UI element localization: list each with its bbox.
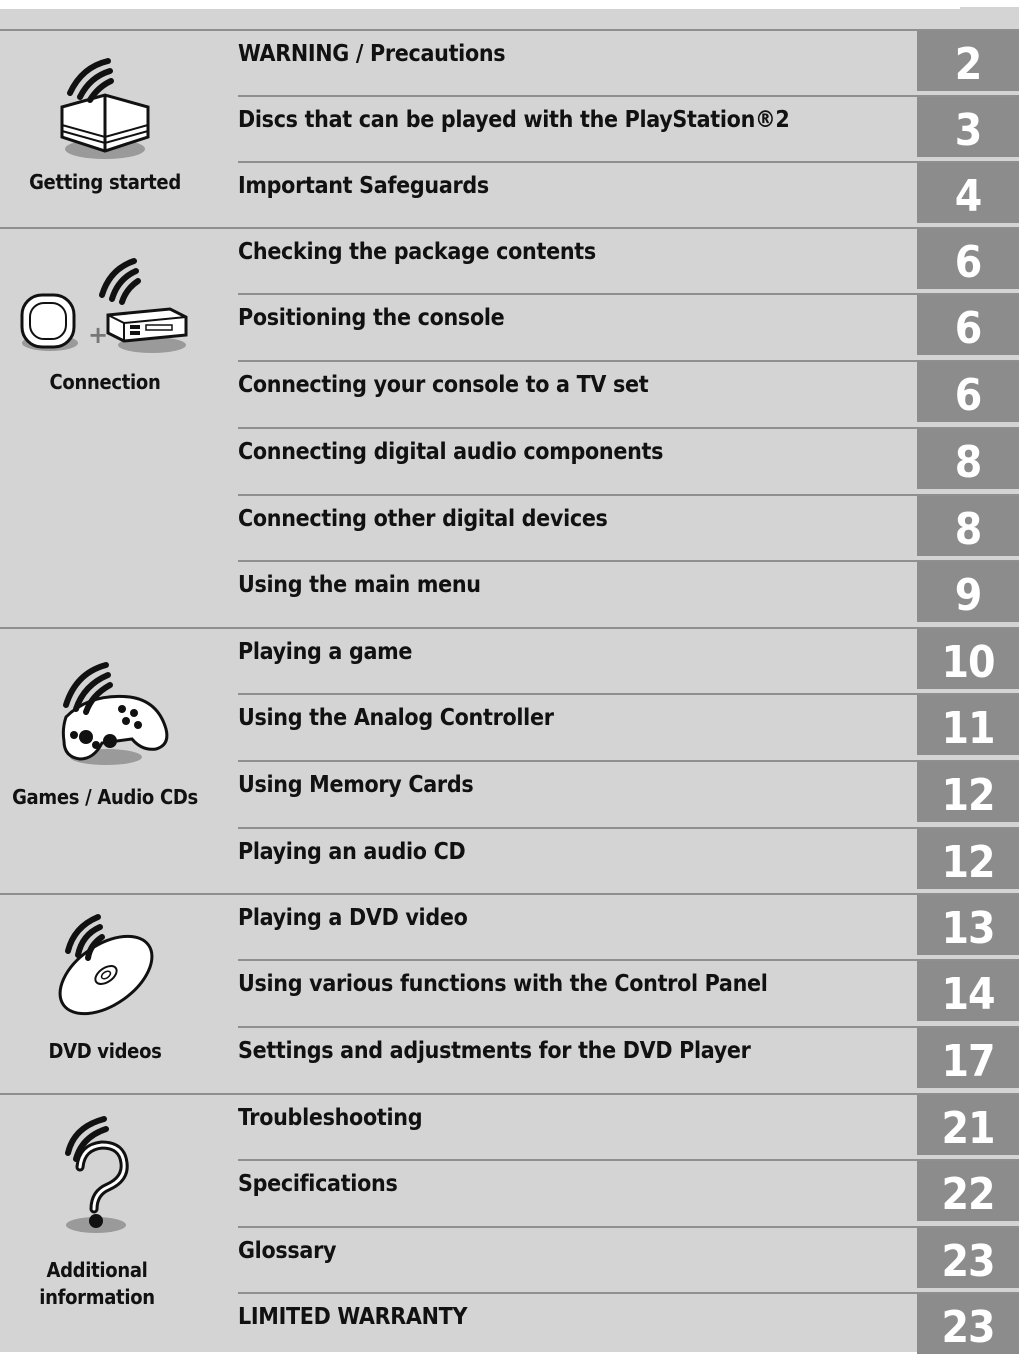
- entry-divider: [238, 95, 1019, 97]
- page-number-box[interactable]: [917, 362, 1019, 422]
- entry-title[interactable]: Using various functions with the Control Panel: [238, 971, 768, 997]
- entry-title[interactable]: Connecting other digital devices: [238, 506, 608, 532]
- book-icon: [10, 37, 200, 167]
- section-additional-information: [0, 1093, 1019, 1352]
- toc-entry[interactable]: [238, 360, 1019, 426]
- entry-divider: [238, 560, 1019, 562]
- entry-title[interactable]: Important Safeguards: [238, 173, 489, 199]
- top-rule: [0, 7, 960, 9]
- toc-entry[interactable]: [238, 494, 1019, 560]
- toc-entry[interactable]: [238, 95, 1019, 161]
- page-number: 6: [954, 237, 982, 288]
- page-number-box[interactable]: [917, 163, 1019, 223]
- entry-title[interactable]: Playing a DVD video: [238, 905, 468, 931]
- page-number: 9: [954, 570, 982, 621]
- entry-title[interactable]: Settings and adjustments for the DVD Player: [238, 1038, 751, 1064]
- toc-entry[interactable]: [238, 1292, 1019, 1358]
- page-number: 3: [954, 105, 982, 156]
- entry-title[interactable]: WARNING / Precautions: [238, 41, 506, 67]
- toc-entry[interactable]: [238, 227, 1019, 293]
- entry-title[interactable]: Checking the package contents: [238, 239, 596, 265]
- page-number: 14: [941, 969, 995, 1020]
- entry-title[interactable]: Connecting your console to a TV set: [238, 372, 649, 398]
- toc-entry[interactable]: [238, 693, 1019, 759]
- entry-divider: [238, 627, 1019, 629]
- page-number: 12: [941, 837, 995, 888]
- entry-divider: [238, 360, 1019, 362]
- entry-divider: [238, 1292, 1019, 1294]
- page-number-box[interactable]: [917, 895, 1019, 955]
- page-number: 4: [954, 171, 982, 222]
- section-games-audio-cds: [0, 627, 1019, 893]
- page-number-box[interactable]: [917, 695, 1019, 755]
- entry-title[interactable]: Glossary: [238, 1238, 337, 1264]
- section-dvd-videos: [0, 893, 1019, 1093]
- toc-entry[interactable]: [238, 627, 1019, 693]
- entry-divider: [238, 293, 1019, 295]
- toc-entry[interactable]: [238, 1159, 1019, 1225]
- entry-title[interactable]: Using the main menu: [238, 572, 481, 598]
- controller-icon: [10, 645, 200, 775]
- page-number: 2: [954, 39, 982, 90]
- svg-text:+: +: [88, 321, 109, 349]
- page-number: 8: [954, 504, 982, 555]
- page-number-box[interactable]: [917, 629, 1019, 689]
- entry-title[interactable]: Connecting digital audio components: [238, 439, 664, 465]
- toc-entry[interactable]: [238, 161, 1019, 227]
- entry-divider: [238, 161, 1019, 163]
- entry-divider: [238, 1093, 1019, 1095]
- page-number: 10: [941, 637, 995, 688]
- page-number-box[interactable]: [917, 1228, 1019, 1288]
- entry-divider: [238, 29, 1019, 31]
- section-connection: [0, 227, 1019, 627]
- entry-divider: [238, 827, 1019, 829]
- page-number-box[interactable]: [917, 496, 1019, 556]
- entry-title[interactable]: Positioning the console: [238, 305, 505, 331]
- entry-divider: [238, 693, 1019, 695]
- toc-entry[interactable]: [238, 1093, 1019, 1159]
- disc-icon: [10, 905, 200, 1035]
- toc-entry[interactable]: [238, 560, 1019, 626]
- page-number-box[interactable]: [917, 762, 1019, 822]
- question-mark-icon: [10, 1113, 200, 1243]
- entry-divider: [238, 1226, 1019, 1228]
- page-number: 13: [941, 903, 995, 954]
- section-label: Getting started: [29, 170, 181, 194]
- entry-title[interactable]: Using Memory Cards: [238, 772, 474, 798]
- page-number: 6: [954, 370, 982, 421]
- page-number-box[interactable]: [917, 961, 1019, 1021]
- toc-entry[interactable]: [238, 1226, 1019, 1292]
- entry-title[interactable]: Playing a game: [238, 639, 413, 665]
- section-label-line-1: Additional: [46, 1258, 148, 1282]
- toc-entry[interactable]: [238, 1026, 1019, 1092]
- page-number-box[interactable]: [917, 562, 1019, 622]
- page-number-box[interactable]: [917, 829, 1019, 889]
- page-number-box[interactable]: [917, 229, 1019, 289]
- entry-divider: [238, 227, 1019, 229]
- entry-divider: [238, 1026, 1019, 1028]
- page-number-box[interactable]: [917, 1294, 1019, 1354]
- page-number: 21: [941, 1103, 995, 1154]
- entry-title[interactable]: Troubleshooting: [238, 1105, 423, 1131]
- page-number: 8: [954, 437, 982, 488]
- page-number-box[interactable]: [917, 1028, 1019, 1088]
- toc-entry[interactable]: [238, 893, 1019, 959]
- entry-divider: [238, 893, 1019, 895]
- entry-title[interactable]: Discs that can be played with the PlayStation®2: [238, 107, 790, 133]
- toc-entry[interactable]: [238, 29, 1019, 95]
- page-number-box[interactable]: [917, 1161, 1019, 1221]
- toc-entry[interactable]: [238, 427, 1019, 493]
- page-number-box[interactable]: [917, 295, 1019, 355]
- tv-console-icon: [10, 237, 200, 367]
- page-number: 11: [941, 703, 995, 754]
- entry-divider: [238, 427, 1019, 429]
- section-label: Connection: [49, 370, 161, 394]
- entry-title[interactable]: Playing an audio CD: [238, 839, 466, 865]
- toc-entry[interactable]: [238, 959, 1019, 1025]
- page-number: 23: [941, 1236, 995, 1287]
- page-number-box[interactable]: [917, 31, 1019, 91]
- toc-entry[interactable]: [238, 293, 1019, 359]
- toc-entry[interactable]: [238, 760, 1019, 826]
- entry-divider: [238, 1159, 1019, 1161]
- entry-title[interactable]: Using the Analog Controller: [238, 705, 554, 731]
- page-number: 22: [941, 1169, 995, 1220]
- section-label: Games / Audio CDs: [12, 785, 198, 809]
- page-number-box[interactable]: [917, 429, 1019, 489]
- entry-title[interactable]: LIMITED WARRANTY: [238, 1304, 468, 1330]
- page-number: 6: [954, 303, 982, 354]
- entry-divider: [238, 959, 1019, 961]
- page-number-box[interactable]: [917, 97, 1019, 157]
- section-getting-started: [0, 29, 1019, 227]
- section-label: DVD videos: [48, 1039, 162, 1063]
- entry-divider: [238, 494, 1019, 496]
- entry-divider: [238, 760, 1019, 762]
- page-number: 12: [941, 770, 995, 821]
- page-number: 17: [941, 1036, 995, 1087]
- toc-entry[interactable]: [238, 827, 1019, 893]
- section-label-line-2: information: [39, 1285, 155, 1309]
- entry-title[interactable]: Specifications: [238, 1171, 398, 1197]
- page-number: 23: [941, 1302, 995, 1353]
- page-number-box[interactable]: [917, 1095, 1019, 1155]
